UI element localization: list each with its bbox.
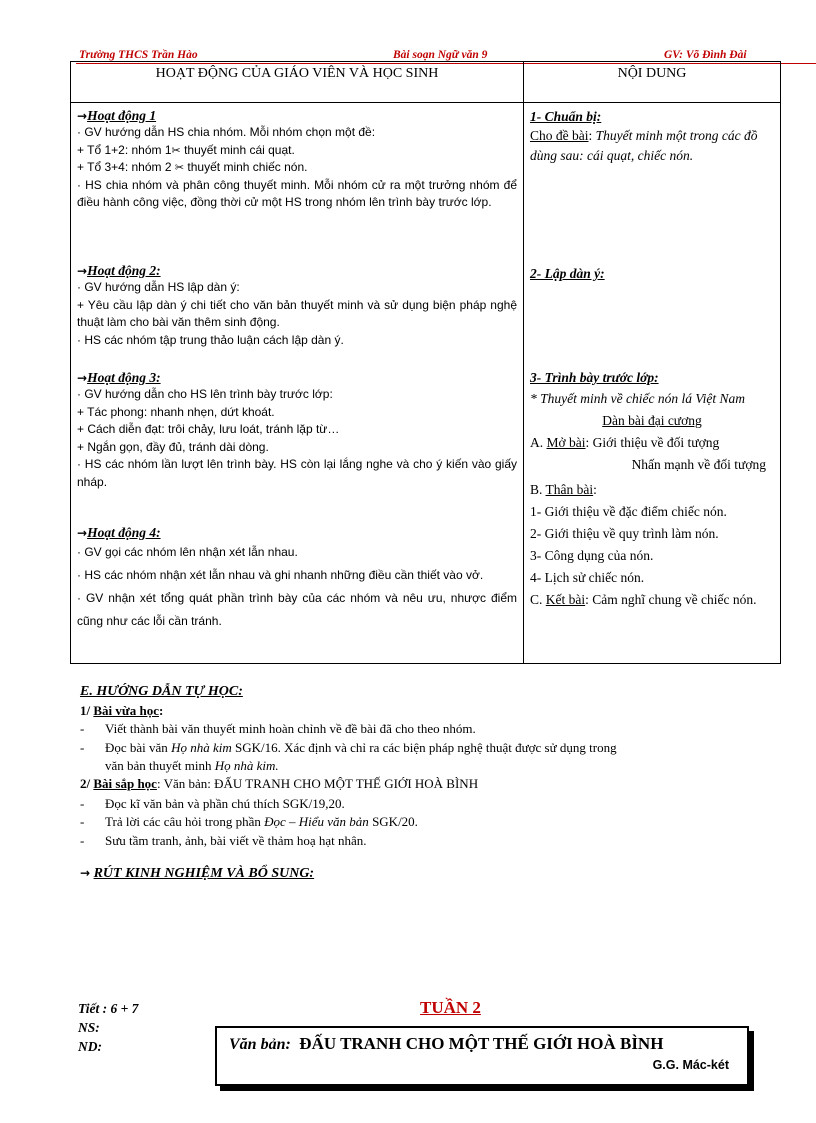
section-2 xyxy=(524,258,780,365)
homework-item: - Sưu tầm tranh, ảnh, bài viết về thảm hoạ hạt nhân. xyxy=(80,833,367,848)
outline-b: B. Thân bài: xyxy=(530,482,597,497)
homework-item: - Trả lời các câu hỏi trong phần Đọc – Hiểu văn bản SGK/20. xyxy=(80,814,418,829)
header-subject: Bài soạn Ngữ văn 9 xyxy=(393,49,488,61)
activities-cell xyxy=(71,103,524,664)
activity-3-line: · HS các nhóm lần lượt lên trình bày. HS còn lại lắng nghe và cho ý kiến vào giấy nháp. xyxy=(77,457,517,489)
outline-b-item: 3- Công dụng của nón. xyxy=(530,548,654,563)
homework-part-2: 2/ Bài sắp học: Văn bản: ĐẤU TRANH CHO MỘT THẾ GIỚI HOÀ BÌNH xyxy=(80,776,479,791)
lesson-title-box xyxy=(215,1026,749,1086)
homework-item: - Viết thành bài văn thuyết minh hoàn chỉnh về đề bài đã cho theo nhóm. xyxy=(80,721,476,736)
header-school: Trường THCS Trần Hào xyxy=(79,49,198,61)
activity-table xyxy=(70,61,781,664)
scissors-icon: ✂ xyxy=(171,143,181,157)
outline-a2: Nhấn mạnh về đối tượng xyxy=(631,457,766,472)
activity-3-title: Hoạt động 3: xyxy=(87,370,161,385)
outline-b-item: 1- Giới thiệu về đặc điểm chiếc nón. xyxy=(530,504,727,519)
activity-2-line: + Yêu cầu lập dàn ý chi tiết cho văn bản thuyết minh và sử dụng biện pháp nghệ thuật làm cho bài văn thêm sinh động. xyxy=(77,297,517,329)
section-2-title: 2- Lập dàn ý: xyxy=(530,266,605,281)
lesson-nd: ND: xyxy=(78,1039,102,1054)
homework-part-1: 1/ Bài vừa học: xyxy=(80,703,164,718)
activity-1-line: + Tổ 1+2: nhóm 1✂ thuyết minh cái quạt. xyxy=(77,142,295,157)
content-cell xyxy=(524,103,781,664)
section-3-subtitle: * Thuyết minh về chiếc nón lá Việt Nam xyxy=(530,391,745,406)
activity-1-line: · GV hướng dẫn HS chia nhóm. Mỗi nhóm chọn một đề: xyxy=(77,125,376,139)
section-1-text: Cho đề bài: Thuyết minh một trong các đồ dùng sau: cái quạt, chiếc nón. xyxy=(530,128,758,163)
activity-4-title: Hoạt động 4: xyxy=(87,525,161,540)
activity-3-line: + Cách diễn đạt: trôi chảy, lưu loát, tránh lặp từ… xyxy=(77,422,340,436)
section-1-title: 1- Chuẩn bị: xyxy=(530,109,602,124)
activity-2 xyxy=(71,258,523,365)
activity-1-title: Hoạt động 1 xyxy=(87,108,157,123)
header-teacher: GV: Võ Đình Đài xyxy=(664,49,747,61)
section-1 xyxy=(524,103,780,258)
activity-1-line: + Tổ 3+4: nhóm 2 ✂ thuyết minh chiếc nón. xyxy=(77,160,308,174)
arrow-icon: → xyxy=(77,109,88,123)
lesson-ns: NS: xyxy=(78,1020,100,1035)
section-3-title: 3- Trình bày trước lớp: xyxy=(530,370,659,385)
col-right-title: NỘI DUNG xyxy=(617,66,687,81)
activity-4-line: · GV nhận xét tổng quát phần trình bày của các nhóm và nêu ưu, nhược điểm cũng như các lỗi cần tránh. xyxy=(77,591,517,628)
col-right-header xyxy=(524,62,781,103)
activity-1 xyxy=(71,103,523,258)
homework-item: - Đọc bài văn Họ nhà kim SGK/16. Xác định và chỉ ra các biện pháp nghệ thuật được sử dụng trong xyxy=(80,740,617,755)
activity-2-line: · GV hướng dẫn HS lập dàn ý: xyxy=(77,280,240,294)
outline-b-item: 4- Lịch sử chiếc nón. xyxy=(530,570,645,585)
outline-c: C. Kết bài: Cảm nghĩ chung về chiếc nón. xyxy=(530,592,757,607)
arrow-icon: → xyxy=(80,866,91,880)
activity-3-line: · GV hướng dẫn cho HS lên trình bày trước lớp: xyxy=(77,387,333,401)
activity-4 xyxy=(71,520,523,633)
scissors-icon: ✂ xyxy=(174,161,185,174)
arrow-icon: → xyxy=(77,371,88,385)
outline-b-item: 2- Giới thiệu về quy trình làm nón. xyxy=(530,526,719,541)
activity-4-line: · GV gọi các nhóm lên nhận xét lẫn nhau. xyxy=(77,545,298,559)
outline-title: Dàn bài đại cương xyxy=(602,413,702,428)
arrow-icon: → xyxy=(77,264,88,278)
activity-3 xyxy=(71,365,523,520)
activity-1-line: · HS chia nhóm và phân công thuyết minh. Mỗi nhóm cử ra một trưởng nhóm để điều hành công việc, đồng thời cử một HS trong nhóm lên trình bày trước lớp. xyxy=(77,177,517,209)
col-left-title: HOẠT ĐỘNG CỦA GIÁO VIÊN VÀ HỌC SINH xyxy=(155,66,439,81)
activity-4-line: · HS các nhóm nhận xét lẫn nhau và ghi nhanh những điều cần thiết vào vở. xyxy=(77,568,484,582)
lesson-periods: Tiết : 6 + 7 xyxy=(78,1001,139,1016)
col-left-header xyxy=(71,62,524,103)
week-label: TUẦN 2 xyxy=(420,998,481,1017)
homework-item-cont: văn bản thuyết minh Họ nhà kim. xyxy=(105,758,279,773)
lesson-author: G.G. Mác-két xyxy=(652,1058,729,1072)
activity-3-line: + Ngắn gọn, đầy đủ, tránh dài dòng. xyxy=(77,439,269,454)
activity-2-line: · HS các nhóm tập trung thảo luận cách lập dàn ý. xyxy=(77,332,344,347)
homework-item: - Đọc kĩ văn bản và phần chú thích SGK/19,20. xyxy=(80,796,345,811)
lesson-title: Văn bản: ĐẤU TRANH CHO MỘT THẾ GIỚI HOÀ BÌNH xyxy=(229,1034,664,1053)
homework-title: E. HƯỚNG DẪN TỰ HỌC: xyxy=(80,684,243,699)
activity-2-title: Hoạt động 2: xyxy=(87,263,161,278)
review-heading: → RÚT KINH NGHIỆM VÀ BỔ SUNG: xyxy=(80,866,315,881)
section-3 xyxy=(524,365,780,611)
outline-a: A. Mở bài: Giới thiệu về đối tượng xyxy=(530,435,720,450)
arrow-icon: → xyxy=(77,526,88,540)
activity-3-line: + Tác phong: nhanh nhẹn, dứt khoát. xyxy=(77,404,275,419)
